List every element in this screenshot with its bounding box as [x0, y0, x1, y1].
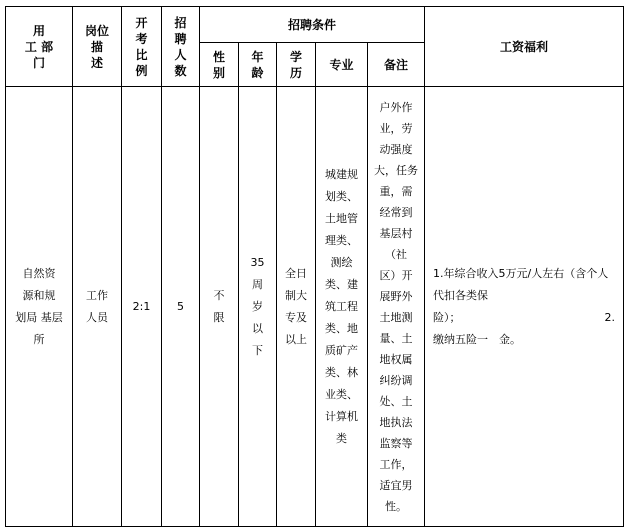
cell-major: 城建规 划类、 土地管 理类、 测绘 类、建 筑工程 类、地 质矿产 类、林 业类、 计算机 类: [316, 87, 368, 527]
cell-education: 全日 制大 专及 以上: [277, 87, 316, 527]
header-major: 专业: [316, 43, 368, 87]
cell-ratio: 2:1: [122, 87, 162, 527]
cell-count: 5: [162, 87, 200, 527]
header-position: 岗位 描 述: [73, 7, 122, 87]
salary-line-1: 1.年综合收入5万元/人左右（含个人代扣各类保: [433, 266, 609, 302]
header-count: 招 聘 人 数: [162, 7, 200, 87]
cell-notes: 户外作 业，劳 动强度 大，任务 重，需 经常到 基层村 （社 区）开 展野外 土地测 量、土 地权属 纠纷调 处、土 地执法 监察等 工作， 适宜男 性。: [368, 87, 425, 527]
cell-dept: 自然资 源和规 划局 基层 所: [6, 87, 73, 527]
header-dept: 用 工 部 门: [6, 7, 73, 87]
salary-line-2-right: 2.: [604, 310, 616, 324]
header-education: 学 历: [277, 43, 316, 87]
cell-salary: [425, 87, 624, 527]
table-row: [6, 87, 624, 527]
header-age: 年 龄: [239, 43, 277, 87]
salary-line-3: 缴纳五险一 金。: [433, 332, 522, 346]
cell-gender: 不 限: [200, 87, 239, 527]
header-ratio: 开 考 比 例: [122, 7, 162, 87]
header-gender: 性 别: [200, 43, 239, 87]
header-salary: 工资福利: [425, 7, 624, 87]
header-conditions: 招聘条件: [200, 7, 425, 43]
recruitment-table: [5, 6, 624, 527]
header-notes: 备注: [368, 43, 425, 87]
salary-line-2: [433, 307, 615, 329]
cell-position: 工作 人员: [73, 87, 122, 527]
salary-line-2-left: 险）；: [433, 310, 461, 324]
cell-age: 35 周 岁 以 下: [239, 87, 277, 527]
